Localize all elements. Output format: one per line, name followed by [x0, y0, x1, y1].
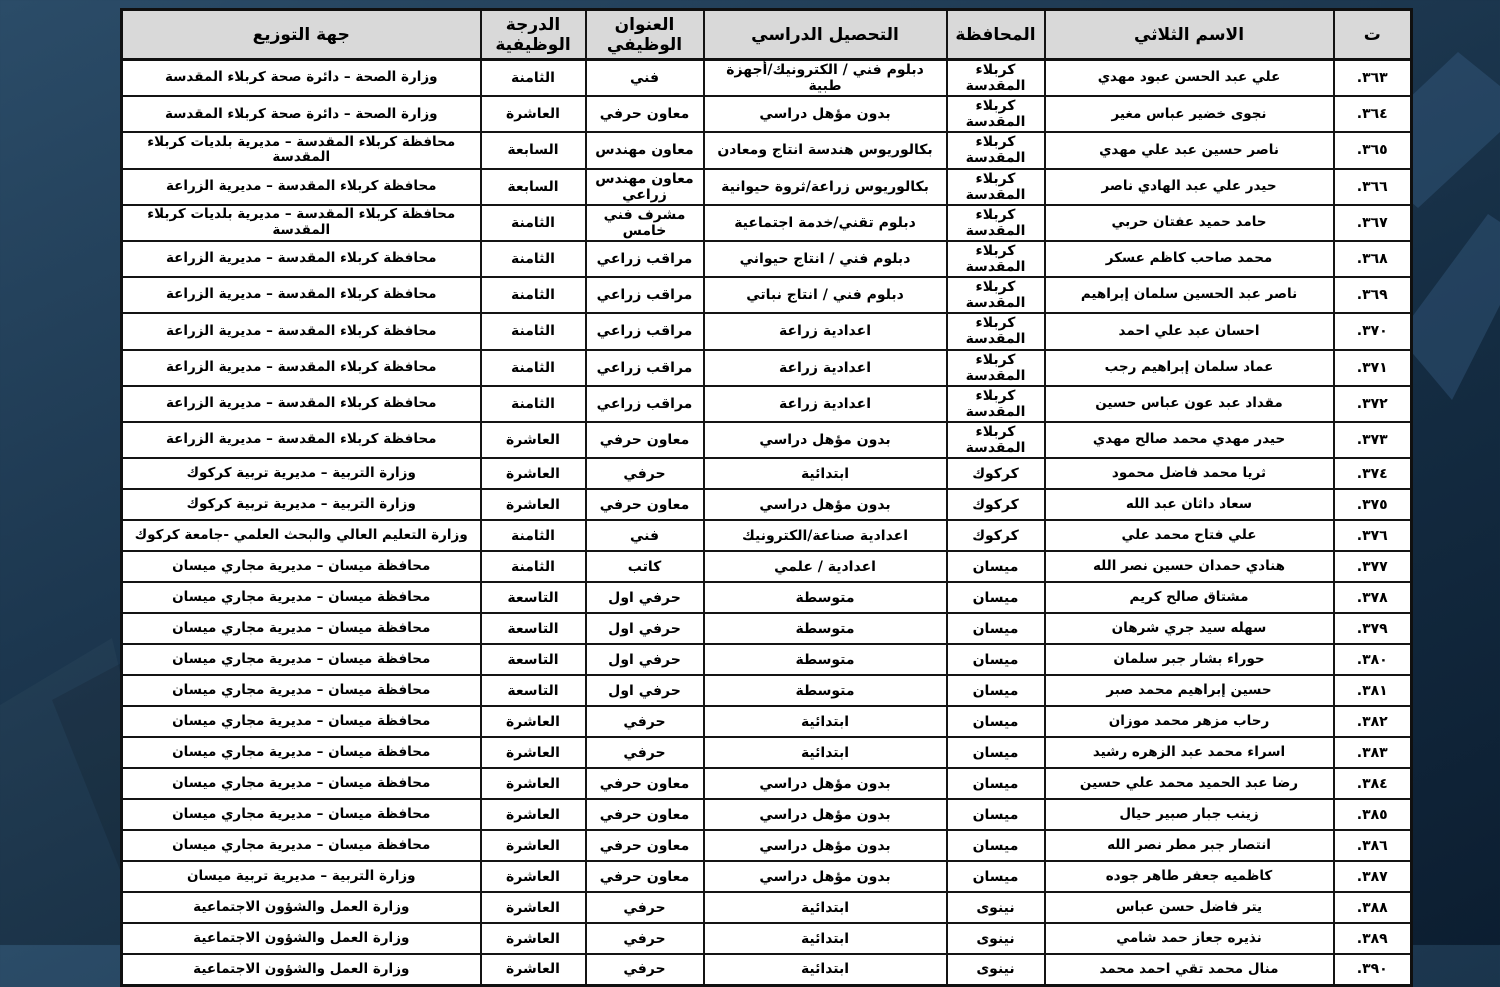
- cell-name: حامد حميد عفتان حربي: [1045, 205, 1334, 241]
- cell-title: معاون حرفي: [586, 799, 704, 830]
- cell-grade: الثامنة: [481, 241, 586, 277]
- cell-grade: الثامنة: [481, 386, 586, 422]
- cell-title: حرفي: [586, 923, 704, 954]
- cell-grade: العاشرة: [481, 830, 586, 861]
- cell-no: ٣٩٠.: [1334, 954, 1412, 985]
- table-row: [122, 768, 1412, 799]
- cell-no: ٣٨٣.: [1334, 737, 1412, 768]
- cell-name: ثريا محمد فاضل محمود: [1045, 458, 1334, 489]
- cell-grade: الثامنة: [481, 551, 586, 582]
- cell-no: ٣٨٨.: [1334, 892, 1412, 923]
- cell-no: ٣٦٤.: [1334, 96, 1412, 132]
- cell-gov: كربلاء المقدسة: [947, 241, 1045, 277]
- cell-name: ناصر عبد الحسين سلمان إبراهيم: [1045, 277, 1334, 313]
- cell-dist: محافظة كربلاء المقدسة – مديرية بلديات كربلاء المقدسة: [122, 205, 481, 241]
- cell-title: حرفي: [586, 458, 704, 489]
- table-row: [122, 132, 1412, 168]
- cell-title: معاون مهندس: [586, 132, 704, 168]
- cell-name: مشتاق صالح كريم: [1045, 582, 1334, 613]
- cell-edu: بكالوريوس هندسة انتاج ومعادن: [704, 132, 947, 168]
- table-row: [122, 861, 1412, 892]
- cell-edu: ابتدائية: [704, 737, 947, 768]
- cell-title: فني: [586, 520, 704, 551]
- cell-grade: العاشرة: [481, 799, 586, 830]
- cell-no: ٣٧٣.: [1334, 422, 1412, 458]
- cell-edu: اعدادية صناعة/الكترونيك: [704, 520, 947, 551]
- cell-edu: ابتدائية: [704, 923, 947, 954]
- table-row: [122, 458, 1412, 489]
- cell-name: مقداد عبد عون عباس حسين: [1045, 386, 1334, 422]
- cell-no: ٣٨٩.: [1334, 923, 1412, 954]
- cell-edu: اعدادية / علمي: [704, 551, 947, 582]
- cell-title: معاون حرفي: [586, 861, 704, 892]
- header-education: التحصيل الدراسي: [704, 10, 947, 60]
- cell-edu: دبلوم تقني/خدمة اجتماعية: [704, 205, 947, 241]
- table-row: [122, 923, 1412, 954]
- cell-gov: ميسان: [947, 737, 1045, 768]
- table-row: [122, 241, 1412, 277]
- cell-gov: نينوى: [947, 954, 1045, 985]
- table-row: [122, 489, 1412, 520]
- cell-name: نجوى خضير عباس مغير: [1045, 96, 1334, 132]
- table-body: [122, 60, 1412, 986]
- cell-edu: متوسطة: [704, 644, 947, 675]
- table-row: [122, 551, 1412, 582]
- cell-title: معاون حرفي: [586, 96, 704, 132]
- cell-edu: بدون مؤهل دراسي: [704, 799, 947, 830]
- cell-name: منال محمد تقي احمد محمد: [1045, 954, 1334, 985]
- table-header: [122, 10, 1412, 60]
- cell-no: ٣٧٨.: [1334, 582, 1412, 613]
- cell-edu: اعدادية زراعة: [704, 350, 947, 386]
- cell-gov: نينوى: [947, 923, 1045, 954]
- cell-grade: التاسعة: [481, 675, 586, 706]
- cell-dist: محافظة ميسان – مديرية مجاري ميسان: [122, 551, 481, 582]
- cell-no: ٣٦٩.: [1334, 277, 1412, 313]
- cell-no: ٣٨٤.: [1334, 768, 1412, 799]
- cell-grade: السابعة: [481, 132, 586, 168]
- cell-gov: كربلاء المقدسة: [947, 277, 1045, 313]
- cell-name: زينب جبار صبير حيال: [1045, 799, 1334, 830]
- cell-name: حسين إبراهيم محمد صبر: [1045, 675, 1334, 706]
- cell-no: ٣٨٥.: [1334, 799, 1412, 830]
- cell-dist: وزارة التربية – مديرية تربية ميسان: [122, 861, 481, 892]
- table-row: [122, 169, 1412, 205]
- cell-grade: العاشرة: [481, 954, 586, 985]
- cell-gov: كركوك: [947, 520, 1045, 551]
- header-job-grade: الدرجة الوظيفية: [481, 10, 586, 60]
- cell-grade: العاشرة: [481, 861, 586, 892]
- cell-edu: ابتدائية: [704, 706, 947, 737]
- cell-name: حيدر مهدي محمد صالح مهدي: [1045, 422, 1334, 458]
- cell-no: ٣٧٧.: [1334, 551, 1412, 582]
- cell-title: حرفي اول: [586, 675, 704, 706]
- cell-name: علي فتاح محمد علي: [1045, 520, 1334, 551]
- header-serial: ت: [1334, 10, 1412, 60]
- cell-title: حرفي: [586, 706, 704, 737]
- cell-no: ٣٦٣.: [1334, 60, 1412, 97]
- cell-dist: محافظة كربلاء المقدسة – مديرية الزراعة: [122, 277, 481, 313]
- cell-edu: بكالوريوس زراعة/ثروة حيوانية: [704, 169, 947, 205]
- cell-no: ٣٦٨.: [1334, 241, 1412, 277]
- cell-grade: الثامنة: [481, 205, 586, 241]
- cell-title: حرفي: [586, 954, 704, 985]
- cell-dist: محافظة كربلاء المقدسة – مديرية الزراعة: [122, 313, 481, 349]
- cell-title: مراقب زراعي: [586, 350, 704, 386]
- table-row: [122, 582, 1412, 613]
- cell-no: ٣٧٢.: [1334, 386, 1412, 422]
- cell-gov: كربلاء المقدسة: [947, 169, 1045, 205]
- table-row: [122, 737, 1412, 768]
- cell-name: حيدر علي عبد الهادي ناصر: [1045, 169, 1334, 205]
- cell-no: ٣٧١.: [1334, 350, 1412, 386]
- cell-dist: محافظة كربلاء المقدسة – مديرية الزراعة: [122, 169, 481, 205]
- cell-title: معاون حرفي: [586, 830, 704, 861]
- cell-no: ٣٨٧.: [1334, 861, 1412, 892]
- cell-edu: دبلوم فني / انتاج حيواني: [704, 241, 947, 277]
- cell-dist: وزارة الصحة – دائرة صحة كربلاء المقدسة: [122, 96, 481, 132]
- cell-edu: متوسطة: [704, 675, 947, 706]
- cell-no: ٣٨٠.: [1334, 644, 1412, 675]
- cell-edu: متوسطة: [704, 613, 947, 644]
- cell-title: مراقب زراعي: [586, 241, 704, 277]
- cell-edu: بدون مؤهل دراسي: [704, 768, 947, 799]
- cell-edu: ابتدائية: [704, 954, 947, 985]
- cell-edu: ابتدائية: [704, 892, 947, 923]
- cell-gov: ميسان: [947, 799, 1045, 830]
- cell-gov: كربلاء المقدسة: [947, 350, 1045, 386]
- cell-name: محمد صاحب كاظم عسكر: [1045, 241, 1334, 277]
- table-row: [122, 675, 1412, 706]
- cell-dist: وزارة العمل والشؤون الاجتماعية: [122, 954, 481, 985]
- cell-title: فني: [586, 60, 704, 97]
- cell-gov: ميسان: [947, 613, 1045, 644]
- cell-dist: محافظة كربلاء المقدسة – مديرية الزراعة: [122, 386, 481, 422]
- cell-name: نذيره جعاز حمد شامي: [1045, 923, 1334, 954]
- cell-gov: كربلاء المقدسة: [947, 313, 1045, 349]
- cell-edu: اعدادية زراعة: [704, 386, 947, 422]
- cell-edu: بدون مؤهل دراسي: [704, 96, 947, 132]
- cell-grade: الثامنة: [481, 313, 586, 349]
- table-row: [122, 954, 1412, 985]
- table-row: [122, 520, 1412, 551]
- cell-edu: بدون مؤهل دراسي: [704, 422, 947, 458]
- cell-edu: دبلوم فني / انتاج نباتي: [704, 277, 947, 313]
- table-row: [122, 644, 1412, 675]
- cell-name: اسراء محمد عبد الزهره رشيد: [1045, 737, 1334, 768]
- table-row: [122, 613, 1412, 644]
- cell-name: ناصر حسين عبد علي مهدي: [1045, 132, 1334, 168]
- cell-title: مراقب زراعي: [586, 313, 704, 349]
- cell-dist: محافظة ميسان – مديرية مجاري ميسان: [122, 799, 481, 830]
- cell-no: ٣٨٦.: [1334, 830, 1412, 861]
- cell-gov: ميسان: [947, 706, 1045, 737]
- table-row: [122, 205, 1412, 241]
- table-row: [122, 313, 1412, 349]
- table-row: [122, 277, 1412, 313]
- cell-no: ٣٧٠.: [1334, 313, 1412, 349]
- cell-grade: العاشرة: [481, 96, 586, 132]
- cell-grade: السابعة: [481, 169, 586, 205]
- cell-dist: محافظة ميسان – مديرية مجاري ميسان: [122, 613, 481, 644]
- cell-title: كاتب: [586, 551, 704, 582]
- cell-grade: العاشرة: [481, 737, 586, 768]
- cell-gov: ميسان: [947, 768, 1045, 799]
- cell-edu: ابتدائية: [704, 458, 947, 489]
- cell-title: مراقب زراعي: [586, 277, 704, 313]
- cell-grade: التاسعة: [481, 582, 586, 613]
- table-row: [122, 350, 1412, 386]
- cell-grade: العاشرة: [481, 892, 586, 923]
- cell-gov: ميسان: [947, 551, 1045, 582]
- cell-grade: الثامنة: [481, 277, 586, 313]
- cell-gov: كربلاء المقدسة: [947, 132, 1045, 168]
- cell-title: حرفي: [586, 892, 704, 923]
- table-row: [122, 386, 1412, 422]
- cell-title: معاون مهندس زراعي: [586, 169, 704, 205]
- cell-dist: محافظة كربلاء المقدسة – مديرية الزراعة: [122, 422, 481, 458]
- cell-title: معاون حرفي: [586, 422, 704, 458]
- table-row: [122, 422, 1412, 458]
- cell-grade: العاشرة: [481, 923, 586, 954]
- cell-gov: ميسان: [947, 830, 1045, 861]
- cell-gov: ميسان: [947, 861, 1045, 892]
- background-shape-top-right-band-2: [1398, 214, 1500, 400]
- table-row: [122, 830, 1412, 861]
- cell-gov: كربلاء المقدسة: [947, 205, 1045, 241]
- cell-no: ٣٧٥.: [1334, 489, 1412, 520]
- cell-name: عماد سلمان إبراهيم رجب: [1045, 350, 1334, 386]
- cell-no: ٣٧٤.: [1334, 458, 1412, 489]
- cell-dist: وزارة التربية – مديرية تربية كركوك: [122, 458, 481, 489]
- cell-no: ٣٧٩.: [1334, 613, 1412, 644]
- cell-dist: محافظة ميسان – مديرية مجاري ميسان: [122, 737, 481, 768]
- cell-name: حوراء بشار جبر سلمان: [1045, 644, 1334, 675]
- table-row: [122, 60, 1412, 97]
- cell-name: رحاب مزهر محمد موزان: [1045, 706, 1334, 737]
- cell-grade: التاسعة: [481, 613, 586, 644]
- cell-edu: دبلوم فني / الكترونيك/أجهزة طبية: [704, 60, 947, 97]
- cell-dist: محافظة كربلاء المقدسة – مديرية الزراعة: [122, 350, 481, 386]
- cell-grade: العاشرة: [481, 422, 586, 458]
- cell-gov: ميسان: [947, 644, 1045, 675]
- cell-gov: كربلاء المقدسة: [947, 422, 1045, 458]
- cell-title: حرفي اول: [586, 613, 704, 644]
- cell-dist: محافظة ميسان – مديرية مجاري ميسان: [122, 706, 481, 737]
- cell-no: ٣٧٦.: [1334, 520, 1412, 551]
- cell-dist: وزارة العمل والشؤون الاجتماعية: [122, 892, 481, 923]
- cell-name: سعاد داثان عبد الله: [1045, 489, 1334, 520]
- cell-dist: وزارة الصحة – دائرة صحة كربلاء المقدسة: [122, 60, 481, 97]
- cell-dist: محافظة ميسان – مديرية مجاري ميسان: [122, 768, 481, 799]
- cell-grade: العاشرة: [481, 706, 586, 737]
- cell-gov: كربلاء المقدسة: [947, 386, 1045, 422]
- cell-name: هنادي حمدان حسين نصر الله: [1045, 551, 1334, 582]
- cell-dist: محافظة ميسان – مديرية مجاري ميسان: [122, 830, 481, 861]
- cell-grade: العاشرة: [481, 458, 586, 489]
- table-row: [122, 799, 1412, 830]
- cell-no: ٣٦٦.: [1334, 169, 1412, 205]
- header-row: [122, 10, 1412, 60]
- cell-gov: كربلاء المقدسة: [947, 96, 1045, 132]
- cell-dist: وزارة العمل والشؤون الاجتماعية: [122, 923, 481, 954]
- cell-dist: وزارة التعليم العالي والبحث العلمي -جامعة كركوك: [122, 520, 481, 551]
- cell-edu: اعدادية زراعة: [704, 313, 947, 349]
- cell-grade: التاسعة: [481, 644, 586, 675]
- cell-edu: بدون مؤهل دراسي: [704, 830, 947, 861]
- cell-dist: وزارة التربية – مديرية تربية كركوك: [122, 489, 481, 520]
- cell-title: حرفي اول: [586, 582, 704, 613]
- cell-grade: العاشرة: [481, 489, 586, 520]
- cell-name: كاظميه جعفر طاهر جوده: [1045, 861, 1334, 892]
- header-job-title: العنوان الوظيفي: [586, 10, 704, 60]
- cell-name: سهله سيد جري شرهان: [1045, 613, 1334, 644]
- cell-no: ٣٨٢.: [1334, 706, 1412, 737]
- cell-no: ٣٦٥.: [1334, 132, 1412, 168]
- cell-dist: محافظة ميسان – مديرية مجاري ميسان: [122, 644, 481, 675]
- employees-table: [120, 8, 1413, 987]
- cell-title: حرفي: [586, 737, 704, 768]
- cell-name: انتصار جبر مطر نصر الله: [1045, 830, 1334, 861]
- cell-name: احسان عبد علي احمد: [1045, 313, 1334, 349]
- cell-edu: بدون مؤهل دراسي: [704, 861, 947, 892]
- cell-gov: ميسان: [947, 675, 1045, 706]
- cell-title: حرفي اول: [586, 644, 704, 675]
- table-row: [122, 892, 1412, 923]
- cell-dist: محافظة ميسان – مديرية مجاري ميسان: [122, 582, 481, 613]
- cell-edu: بدون مؤهل دراسي: [704, 489, 947, 520]
- cell-title: مشرف فني خامس: [586, 205, 704, 241]
- cell-title: معاون حرفي: [586, 768, 704, 799]
- cell-gov: نينوى: [947, 892, 1045, 923]
- cell-no: ٣٦٧.: [1334, 205, 1412, 241]
- cell-grade: الثامنة: [481, 520, 586, 551]
- cell-dist: محافظة ميسان – مديرية مجاري ميسان: [122, 675, 481, 706]
- header-full-name: الاسم الثلاثي: [1045, 10, 1334, 60]
- cell-no: ٣٨١.: [1334, 675, 1412, 706]
- table-row: [122, 96, 1412, 132]
- cell-name: علي عبد الحسن عبود مهدي: [1045, 60, 1334, 97]
- cell-gov: كربلاء المقدسة: [947, 60, 1045, 97]
- cell-dist: محافظة كربلاء المقدسة – مديرية الزراعة: [122, 241, 481, 277]
- cell-grade: الثامنة: [481, 350, 586, 386]
- cell-gov: ميسان: [947, 582, 1045, 613]
- cell-gov: كركوك: [947, 489, 1045, 520]
- header-distribution: جهة التوزيع: [122, 10, 481, 60]
- cell-grade: الثامنة: [481, 60, 586, 97]
- table-row: [122, 706, 1412, 737]
- header-governorate: المحافظة: [947, 10, 1045, 60]
- cell-gov: كركوك: [947, 458, 1045, 489]
- cell-title: مراقب زراعي: [586, 386, 704, 422]
- cell-name: رضا عبد الحميد محمد علي حسين: [1045, 768, 1334, 799]
- cell-dist: محافظة كربلاء المقدسة – مديرية بلديات كربلاء المقدسة: [122, 132, 481, 168]
- cell-title: معاون حرفي: [586, 489, 704, 520]
- cell-grade: العاشرة: [481, 768, 586, 799]
- cell-edu: متوسطة: [704, 582, 947, 613]
- cell-name: يتر فاضل حسن عباس: [1045, 892, 1334, 923]
